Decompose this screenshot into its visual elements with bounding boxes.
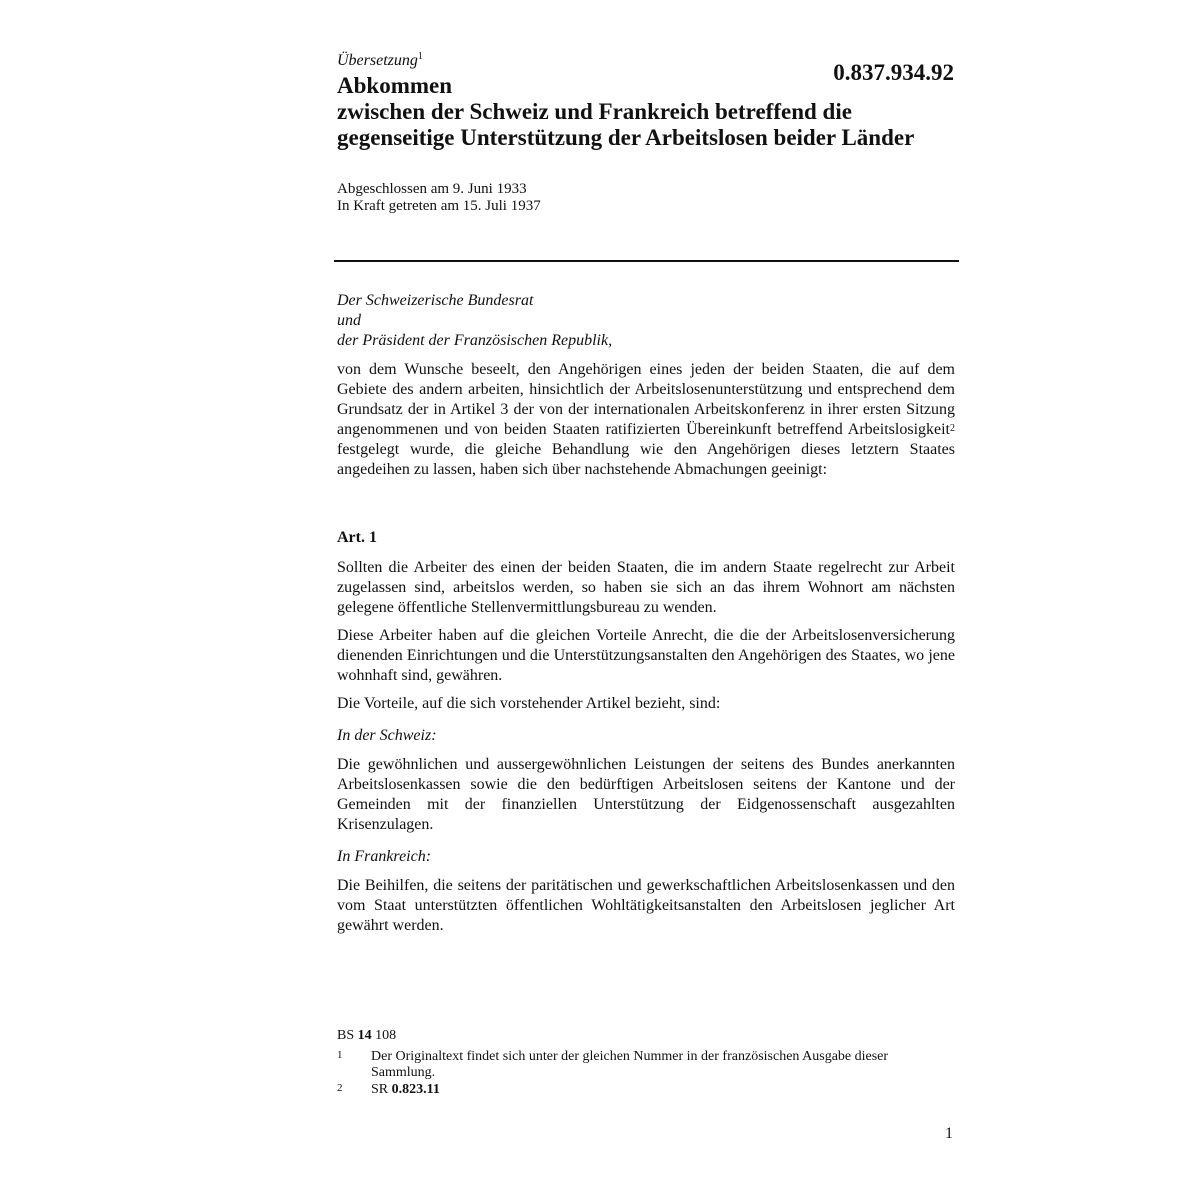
source-volume: 14 [357, 1028, 372, 1043]
footnote-text: Der Originaltext findet sich unter der gleichen Nummer in der französischen Ausgabe dieser Sammlung. [371, 1049, 889, 1080]
preamble-text-part-1: von dem Wunsche beseelt, den Angehörigen eines jeden der beiden Staaten, die auf dem Gebiete des andern arbeiten, hinsichtlich der Arbeitslosenunterstützung und entsprechend dem Grundsatz der in Artikel 3 der von der internationalen Arbeitskonferenz in ihrer ersten Sitzung angenommenen und von beiden Staaten ratifizierten Übereinkunft betreffend Arbeitslosigkeit [337, 361, 955, 438]
switzerland-heading: In der Schweiz: [337, 727, 437, 744]
france-heading: In Frankreich: [337, 848, 432, 865]
footnote-number: 1 [337, 1049, 343, 1061]
preamble-text-part-2: festgelegt wurde, die gleiche Behandlung wie den Angehörigen dieses letztern Staates angedeihen zu lassen, haben sich über nachstehende Abmachungen geeinigt: [337, 441, 955, 478]
article-paragraph-1: Sollten die Arbeiter des einen der beiden Staaten, die im andern Staate regelrecht zur Arbeit zugelassen sind, arbeitslos werden, so haben sie sich an das ihrem Wohnort am nächsten gelegene öffentliche Stellenvermittlungsbureau zu wenden. [337, 559, 955, 616]
footnote-ref-2[interactable]: 2 [950, 423, 955, 434]
party-1: Der Schweizerische Bundesrat [337, 292, 534, 309]
article-heading: Art. 1 [337, 529, 377, 546]
article-paragraph-2: Diese Arbeiter haben auf die gleichen Vorteile Anrecht, die die der Arbeitslosenversicherung dienenden Einrichtungen und die Unterstützungsanstalten den Angehörigen des Staates, wo jene wohnhaft sind, gewähren. [337, 627, 955, 684]
preamble-parties [337, 291, 612, 351]
title-line-1: Abkommen [337, 73, 453, 98]
document-title [337, 73, 977, 151]
translation-label: Übersetzung [337, 52, 418, 69]
party-conjunction: und [337, 312, 361, 329]
source-reference [337, 1028, 396, 1044]
source-prefix: BS [337, 1028, 355, 1043]
preamble-text [337, 360, 955, 480]
france-text: Die Beihilfen, die seitens der paritätischen und gewerkschaftlichen Arbeitslosenkassen und den vom Staat unterstützten öffentlichen Wohltätigkeitsanstalten den Arbeitslosen jeglicher Art gewährt werden. [337, 877, 955, 934]
sr-number: 0.837.934.92 [833, 60, 954, 85]
footnote-2 [337, 1082, 937, 1098]
footnote-text [371, 1082, 937, 1098]
footnote-link[interactable]: 0.823.11 [391, 1082, 440, 1097]
article-paragraph-3: Die Vorteile, auf die sich vorstehender Artikel bezieht, sind: [337, 695, 721, 712]
page-number: 1 [945, 1125, 953, 1142]
source-page: 108 [375, 1028, 397, 1043]
title-line-2: zwischen der Schweiz und Frankreich betreffend die [337, 99, 852, 124]
party-2: der Präsident der Französischen Republik, [337, 332, 613, 349]
translation-note [337, 52, 423, 70]
footnote-number: 2 [337, 1082, 343, 1094]
footnote-1 [337, 1049, 937, 1081]
title-line-3: gegenseitige Unterstützung der Arbeitslosen beider Länder [337, 125, 915, 150]
in-force-date: In Kraft getreten am 15. Juli 1937 [337, 198, 541, 214]
header-divider [334, 260, 959, 262]
treaty-dates [337, 181, 541, 215]
footnote-ref-1[interactable]: 1 [417, 51, 423, 62]
concluded-date: Abgeschlossen am 9. Juni 1933 [337, 181, 527, 197]
switzerland-text: Die gewöhnlichen und aussergewöhnlichen Leistungen der seitens des Bundes anerkannten Arbeitslosenkassen sowie die den bedürftigen Arbeitslosen seitens der Kantone und der Gemeinden mit der finanziellen Unterstützung der Eidgenossenschaft ausgezahlten Krisenzulagen. [337, 756, 955, 833]
footnote-text-prefix: SR [371, 1082, 389, 1097]
